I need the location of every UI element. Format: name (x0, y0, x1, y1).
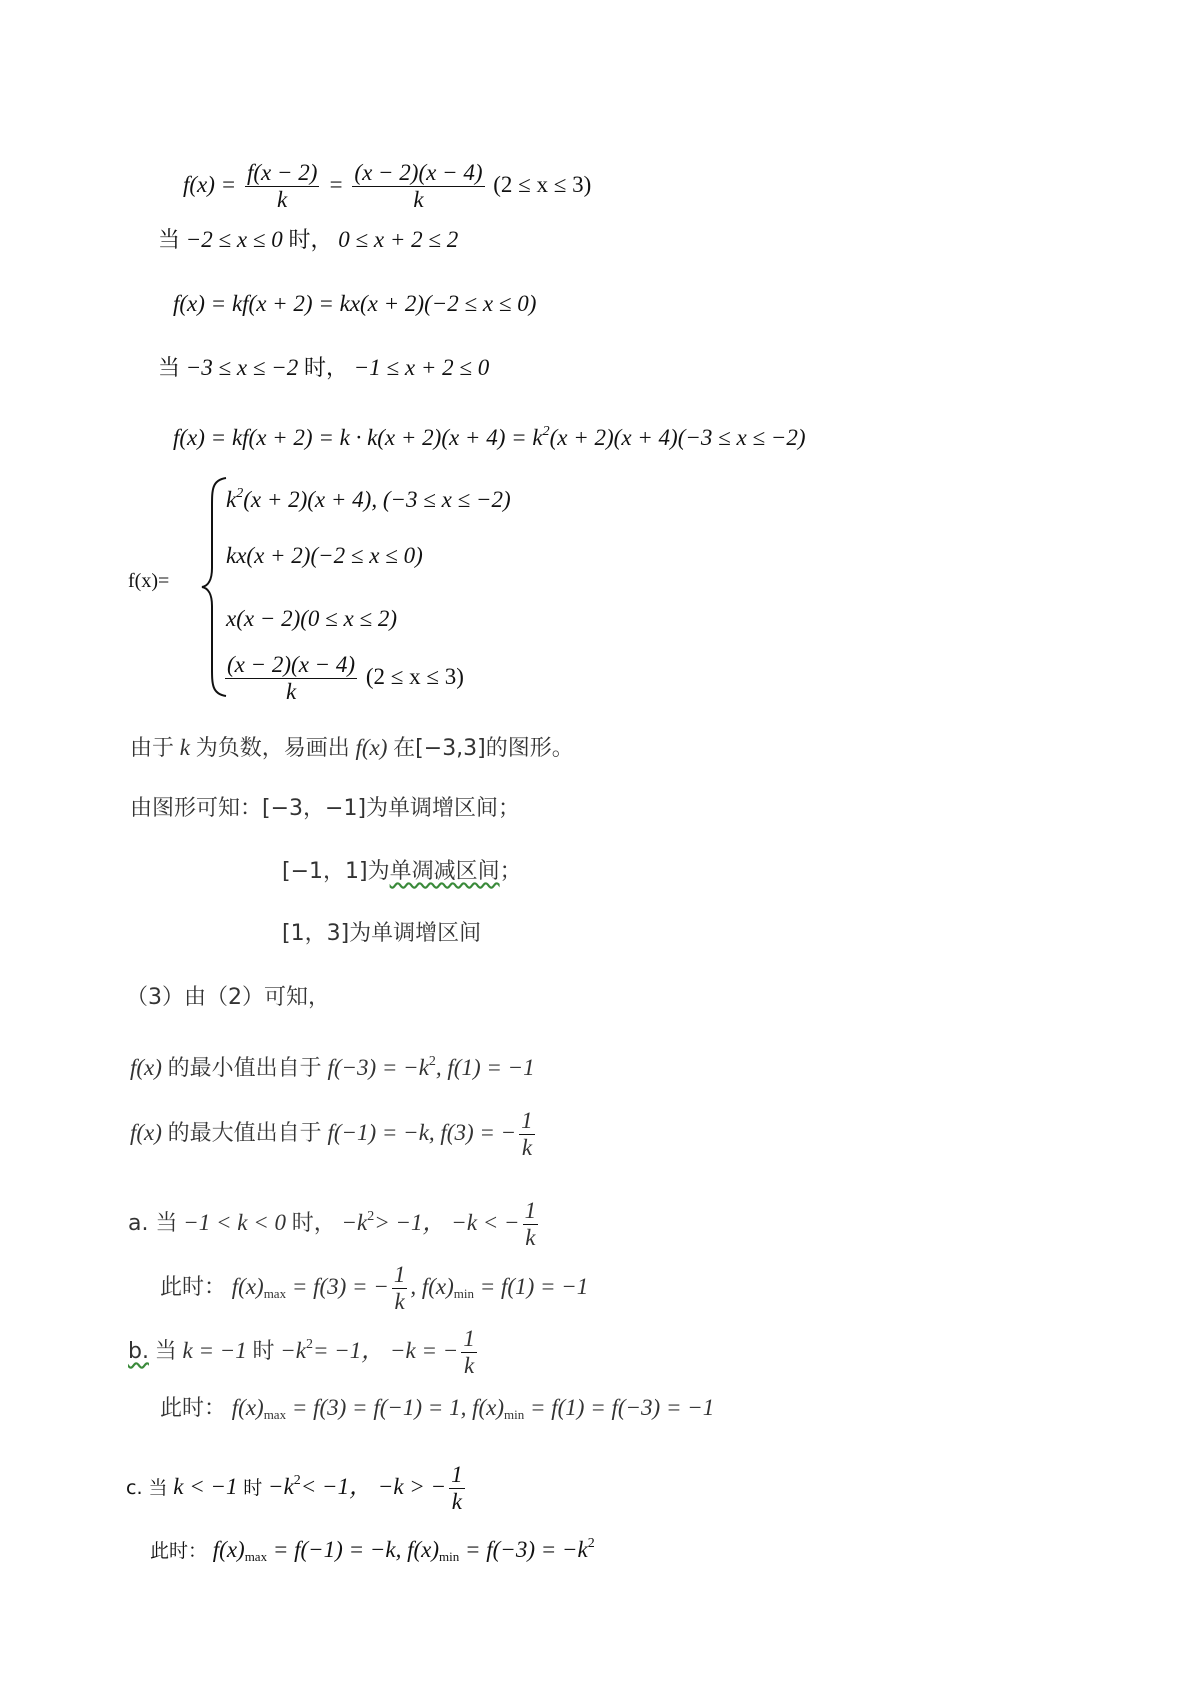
t7-a: 的最大值出自于 (167, 1120, 322, 1146)
piecewise-case-3 (226, 605, 397, 633)
t7-b: f(−1) = −k, f(3) = − (327, 1119, 517, 1145)
case3: x(x − 2)(0 ≤ x ≤ 2) (226, 606, 398, 631)
t6-b: f(−3) = −k (327, 1055, 429, 1080)
eq1-frac1-den: k (277, 187, 288, 212)
c-res2-b: = f(−3) = −k (464, 1537, 588, 1562)
l2-time: 时， (288, 228, 333, 253)
a-den: k (525, 1225, 536, 1250)
a-ineq1-sup: 2 (367, 1208, 375, 1224)
t1-c: 在[−3,3]的图形。 (393, 736, 574, 761)
c-ineq1-b: < −1， (300, 1473, 373, 1499)
c-ineq1: −k (268, 1473, 294, 1499)
eq1-fraction-1 (245, 160, 319, 213)
b-ineq1: −k (280, 1337, 306, 1363)
t5: （3）由（2）可知， (126, 985, 330, 1010)
eq3: f(x) = kf(x + 2) = kx(x + 2)(−2 ≤ x ≤ 0) (173, 291, 537, 316)
a-label: a. 当 (128, 1210, 178, 1236)
t3-a: [−1，1]为 (282, 859, 390, 884)
c-num: 1 (451, 1462, 463, 1487)
t1-a: 由于 (130, 736, 175, 761)
t3-b: ； (499, 859, 522, 884)
a-res-den: k (394, 1289, 405, 1314)
eq1-fraction-2 (352, 160, 484, 213)
eq1-frac2-num: (x − 2)(x − 4) (354, 160, 483, 185)
eq1-prefix: f(x) = (183, 171, 237, 197)
b-then: 此时： (160, 1396, 227, 1421)
case4-fraction (225, 652, 357, 705)
l2-when: 当 (158, 228, 181, 253)
a-ineq2: −k < − (451, 1209, 520, 1235)
piecewise-case-4 (222, 652, 464, 705)
eq5-b: (x + 2)(x + 4)(−3 ≤ x ≤ −2) (549, 425, 806, 450)
case-a-line (128, 1198, 541, 1251)
equation-line-5 (173, 418, 806, 452)
c-then: 此时： (150, 1540, 208, 1562)
case4-cond: (2 ≤ x ≤ 3) (365, 663, 464, 689)
condition-line-4 (158, 354, 489, 383)
b-num: 1 (463, 1326, 475, 1351)
c-label: c. 当 (126, 1476, 168, 1499)
eq1-frac1-num: f(x − 2) (246, 160, 318, 185)
case1-a: k (226, 487, 237, 512)
b-time: 时 (252, 1338, 275, 1364)
text-line-2 (130, 795, 520, 823)
l4-shift: −1 ≤ x + 2 ≤ 0 (353, 355, 490, 380)
eq5-sup: 2 (542, 424, 550, 439)
equation-line-3 (173, 290, 536, 318)
c-cond: k < −1 (173, 1473, 238, 1499)
equation-line-1 (183, 160, 591, 213)
c-ineq1-sup: 2 (293, 1472, 301, 1488)
l4-when: 当 (158, 356, 181, 381)
l4-range: −3 ≤ x ≤ −2 (185, 355, 299, 380)
case-b-line (128, 1326, 480, 1379)
b-ineq2: −k = − (390, 1337, 459, 1363)
b-res2-sub: min (504, 1407, 525, 1422)
piecewise-case-2 (226, 542, 423, 570)
case4-num: (x − 2)(x − 4) (227, 652, 356, 677)
eq1-frac2-den: k (413, 187, 424, 212)
case-a-result (160, 1262, 588, 1315)
case1-b: (x + 2)(x + 4), (−3 ≤ x ≤ −2) (243, 487, 511, 512)
text-line-7 (130, 1108, 538, 1161)
b-label: b. (128, 1338, 149, 1364)
case-b-result (160, 1394, 714, 1429)
c-ineq2: −k > − (377, 1473, 447, 1499)
t1-fx: f(x) (355, 735, 388, 760)
c-res1: f(x) (212, 1537, 245, 1562)
b-when: 当 (154, 1338, 177, 1364)
c-res2-sub: min (439, 1549, 460, 1564)
a-ineq1: −k (341, 1209, 368, 1235)
a-res2-sub: min (453, 1285, 475, 1301)
b-res1-sub: max (263, 1407, 287, 1422)
l2-range: −2 ≤ x ≤ 0 (185, 227, 283, 252)
b-res2-b: = f(1) = f(−3) = −1 (529, 1395, 715, 1420)
a-res1-b: = f(3) = − (291, 1273, 389, 1299)
t7-den: k (521, 1135, 533, 1160)
a-res2: , f(x) (410, 1273, 454, 1299)
t1-k: k (179, 735, 190, 760)
eq5-a: f(x) = kf(x + 2) = k · k(x + 2)(x + 4) = k (173, 425, 543, 450)
eq1-equals: = (328, 171, 344, 197)
t6-fx: f(x) (130, 1055, 162, 1080)
a-res-num: 1 (393, 1262, 406, 1287)
text-line-3 (282, 858, 522, 886)
l4-time: 时， (304, 356, 349, 381)
t7-fx: f(x) (130, 1119, 162, 1145)
b-res1-b: = f(3) = f(−1) = 1, f(x) (291, 1395, 504, 1420)
a-res2-b: = f(1) = −1 (479, 1273, 589, 1299)
a-range: −1 < k < 0 (183, 1209, 286, 1235)
eq1-condition: (2 ≤ x ≤ 3) (493, 171, 592, 197)
c-fraction (449, 1462, 465, 1515)
text-line-5 (126, 984, 330, 1012)
a-res1: f(x) (231, 1273, 264, 1299)
case4-den: k (285, 679, 297, 704)
a-num: 1 (524, 1198, 537, 1223)
b-ineq1-sup: 2 (305, 1336, 313, 1352)
a-time: 时， (291, 1210, 336, 1236)
b-cond: k = −1 (182, 1337, 247, 1363)
t3-wavy: 单凋减区间 (389, 859, 500, 884)
l2-shift: 0 ≤ x + 2 ≤ 2 (338, 227, 459, 252)
b-fraction (461, 1326, 477, 1379)
piecewise-case-1 (226, 480, 511, 514)
t6-sup: 2 (428, 1054, 436, 1069)
c-res1-b: = f(−1) = −k, f(x) (272, 1537, 439, 1562)
a-then: 此时： (160, 1274, 227, 1300)
a-res1-sub: max (263, 1285, 287, 1301)
text-line-1 (130, 734, 574, 763)
piecewise-label: f(x)= (128, 570, 170, 592)
case2: kx(x + 2)(−2 ≤ x ≤ 0) (226, 543, 423, 568)
case1-sup: 2 (236, 486, 244, 501)
a-res-fraction (392, 1262, 408, 1315)
t4: [1，3]为单调增区间 (282, 921, 482, 946)
c-den: k (451, 1489, 462, 1514)
b-den: k (463, 1353, 475, 1378)
a-ineq1-b: > −1， (374, 1209, 446, 1235)
condition-line-2 (158, 226, 458, 255)
t7-fraction (519, 1108, 535, 1161)
t6-a: 的最小值出自于 (167, 1056, 322, 1081)
b-ineq1-b: = −1， (312, 1337, 385, 1363)
b-res1: f(x) (231, 1395, 264, 1420)
text-line-4 (282, 920, 481, 948)
t7-num: 1 (521, 1108, 533, 1133)
a-fraction (523, 1198, 539, 1251)
c-res2-sup: 2 (587, 1536, 595, 1551)
text-line-6 (130, 1048, 535, 1083)
t1-b: 为负数，易画出 (195, 736, 350, 761)
t2: 由图形可知：[−3，−1]为单调增区间； (130, 796, 521, 821)
c-res1-sub: max (244, 1549, 268, 1564)
case-c-result (150, 1530, 595, 1571)
case-c-line (126, 1462, 468, 1515)
c-time: 时 (243, 1476, 263, 1499)
t6-c: , f(1) = −1 (435, 1055, 535, 1080)
